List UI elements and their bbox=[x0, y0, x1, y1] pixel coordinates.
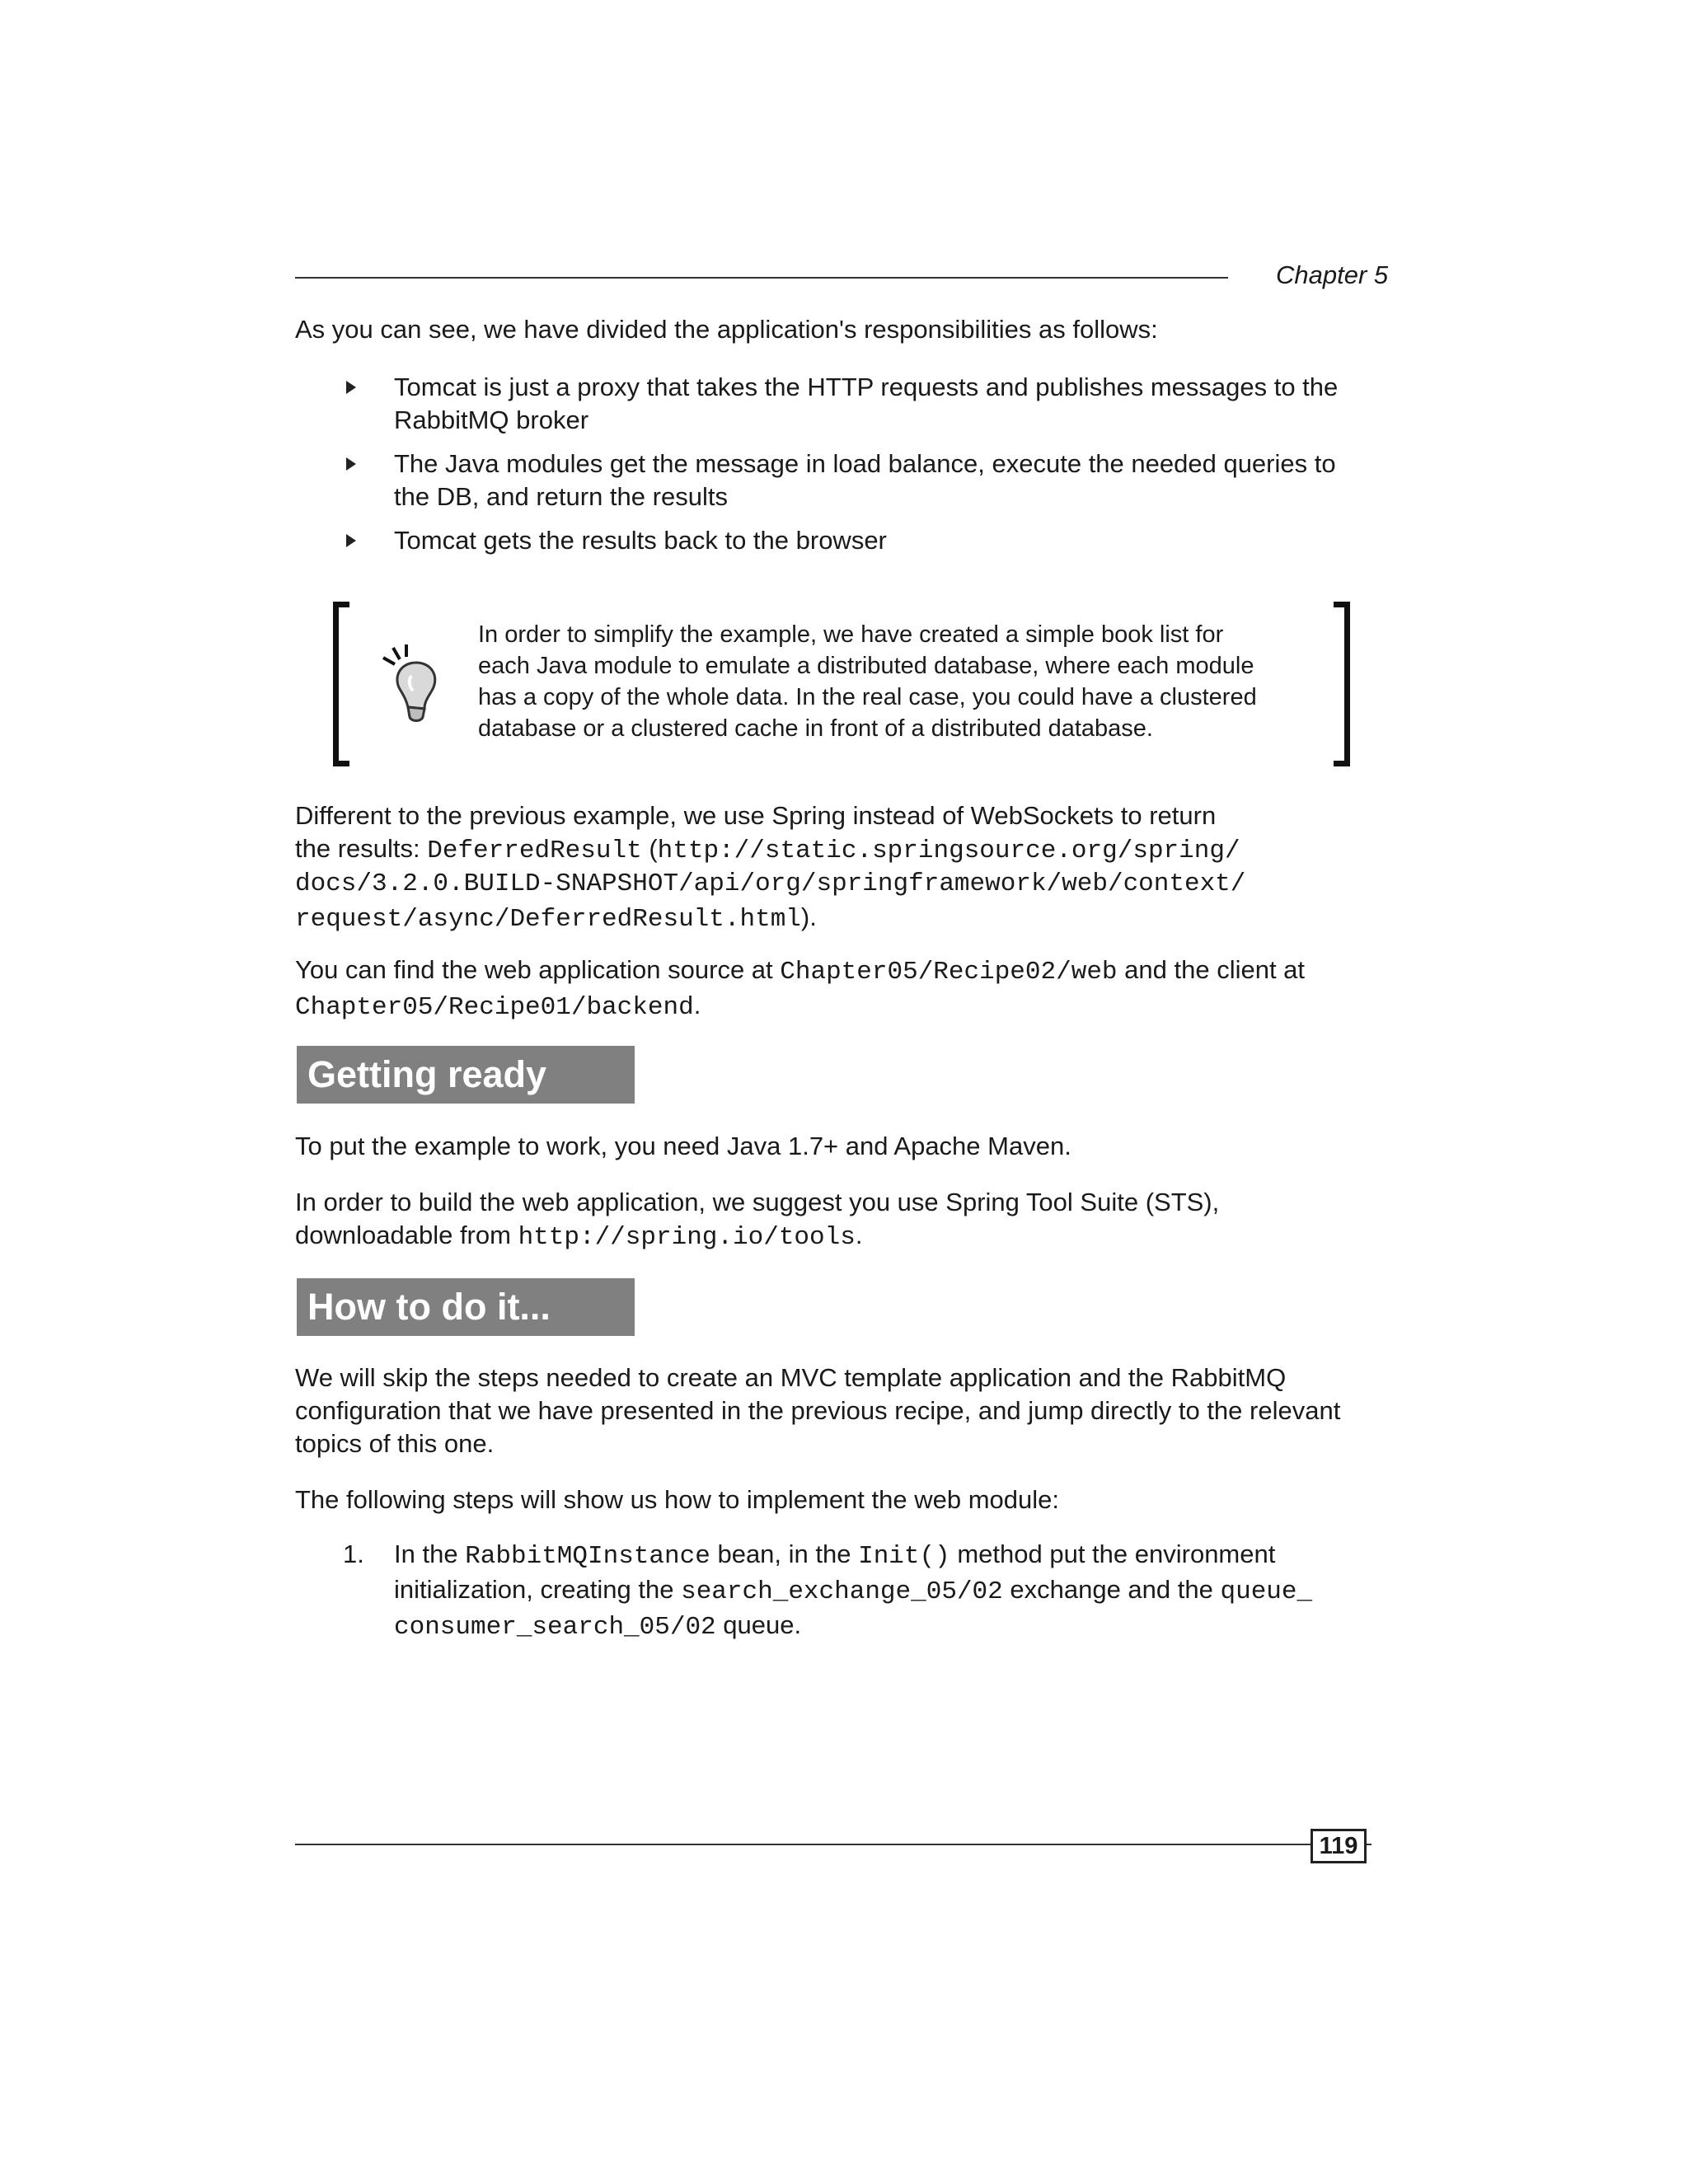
tip-line: each Java module to emulate a distributed database, where each module bbox=[478, 653, 1254, 679]
lightbulb-icon bbox=[375, 643, 449, 725]
text-span: and the client at bbox=[1117, 955, 1306, 984]
bullet-marker bbox=[346, 381, 356, 394]
getting-ready-paragraph-2 bbox=[295, 1186, 1219, 1254]
text-line bbox=[394, 1538, 1312, 1573]
how-to-paragraph-2: The following steps will show us how to implement the web module: bbox=[295, 1485, 1060, 1514]
text-line bbox=[295, 1219, 1219, 1254]
code-inline: RabbitMQInstance bbox=[465, 1542, 710, 1571]
text-span: exchange and the bbox=[1002, 1575, 1221, 1604]
code-inline: DeferredResult bbox=[427, 837, 642, 865]
tip-line: has a copy of the whole data. In the real case, you could have a clustered bbox=[478, 684, 1257, 710]
paragraph-source bbox=[295, 954, 1305, 1024]
tip-line: In order to simplify the example, we have created a simple book list for bbox=[478, 621, 1224, 648]
text-span: . bbox=[693, 991, 701, 1019]
code-inline: queue_ bbox=[1220, 1577, 1313, 1606]
text-line: We will skip the steps needed to create an MVC template application and the RabbitMQ bbox=[295, 1363, 1287, 1392]
footer-rule bbox=[295, 1844, 1372, 1845]
text-line bbox=[295, 989, 1305, 1024]
code-inline: Init() bbox=[858, 1542, 950, 1571]
code-inline: consumer_search_05/02 bbox=[394, 1613, 716, 1642]
bullet-line: The Java modules get the message in load balance, execute the needed queries to bbox=[394, 449, 1336, 478]
bullet-line: the DB, and return the results bbox=[394, 482, 728, 511]
url-link[interactable]: http://static.springsource.org/spring/ bbox=[657, 837, 1240, 865]
page-number: 119 bbox=[1311, 1829, 1367, 1863]
text-line: configuration that we have presented in the previous recipe, and jump directly to the relevant bbox=[295, 1396, 1341, 1425]
text-line: topics of this one. bbox=[295, 1429, 495, 1458]
bullet-line: RabbitMQ broker bbox=[394, 405, 589, 434]
text-span: You can find the web application source at bbox=[295, 955, 781, 984]
text-line bbox=[295, 954, 1305, 989]
tip-bracket-right bbox=[1334, 602, 1350, 766]
bullet-line: Tomcat is just a proxy that takes the HTTP requests and publishes messages to the bbox=[394, 373, 1339, 401]
bullet-item-1 bbox=[394, 371, 1338, 437]
text-span: queue. bbox=[715, 1610, 802, 1639]
tip-text bbox=[478, 619, 1257, 744]
text-line bbox=[295, 832, 1245, 868]
text-line bbox=[394, 1573, 1312, 1609]
text-span: ( bbox=[641, 834, 658, 863]
bullet-marker bbox=[346, 457, 356, 471]
text-span: the results: bbox=[295, 834, 428, 863]
code-inline: Chapter05/Recipe02/web bbox=[780, 958, 1118, 987]
url-link[interactable]: http://spring.io/tools bbox=[518, 1223, 856, 1252]
code-inline: search_exchange_05/02 bbox=[681, 1577, 1003, 1606]
bullet-marker bbox=[346, 534, 356, 547]
paragraph-deferred-result bbox=[295, 799, 1245, 936]
text-span: downloadable from bbox=[295, 1221, 518, 1249]
tip-line: database or a clustered cache in front of a distributed database. bbox=[478, 715, 1153, 742]
text-span: method put the environment bbox=[950, 1540, 1276, 1568]
bullet-item-2 bbox=[394, 448, 1336, 513]
section-heading-getting-ready: Getting ready bbox=[297, 1046, 635, 1104]
code-inline: Chapter05/Recipe01/backend bbox=[295, 993, 694, 1022]
how-to-paragraph-1 bbox=[295, 1361, 1340, 1460]
text-line: In order to build the web application, we suggest you use Spring Tool Suite (STS), bbox=[295, 1188, 1220, 1216]
text-line bbox=[394, 1609, 1312, 1644]
tip-bracket-left bbox=[333, 602, 349, 766]
url-link[interactable]: request/async/DeferredResult.html bbox=[295, 905, 801, 934]
text-span: initialization, creating the bbox=[394, 1575, 682, 1604]
text-line: Different to the previous example, we use Spring instead of WebSockets to return bbox=[295, 801, 1217, 830]
section-heading-how-to: How to do it... bbox=[297, 1278, 635, 1336]
text-span: . bbox=[855, 1221, 863, 1249]
bullet-line: Tomcat gets the results back to the browser bbox=[394, 526, 887, 555]
step-number: 1. bbox=[343, 1540, 364, 1568]
getting-ready-paragraph-1: To put the example to work, you need Java 1.7+ and Apache Maven. bbox=[295, 1132, 1071, 1160]
bullet-item-3 bbox=[394, 524, 887, 557]
chapter-label: Chapter 5 bbox=[1276, 260, 1389, 289]
text-span: bean, in the bbox=[710, 1540, 859, 1568]
intro-paragraph: As you can see, we have divided the application's responsibilities as follows: bbox=[295, 315, 1158, 344]
url-link[interactable]: docs/3.2.0.BUILD-SNAPSHOT/api/org/springframework/web/context/ bbox=[295, 869, 1246, 898]
text-span: In the bbox=[394, 1540, 466, 1568]
header-rule bbox=[295, 277, 1228, 279]
text-span: ). bbox=[800, 902, 817, 931]
step-1-text bbox=[394, 1538, 1312, 1644]
text-line bbox=[295, 901, 1245, 936]
